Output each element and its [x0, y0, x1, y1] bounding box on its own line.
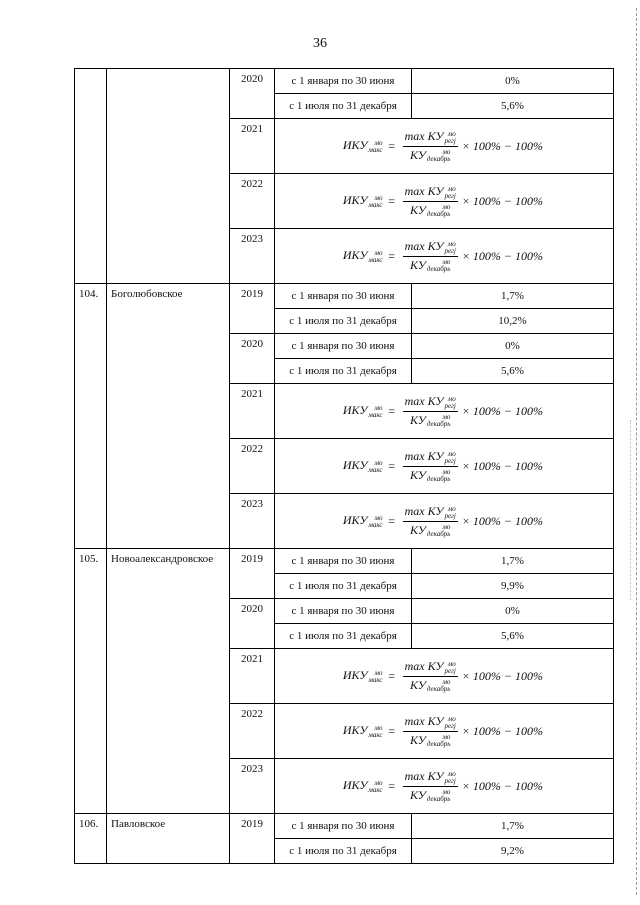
formula-cell [275, 384, 614, 439]
year-cell: 2021 [230, 384, 275, 439]
page-number: 36 [313, 36, 327, 51]
scan-edge-mark [630, 420, 631, 600]
year-cell: 2022 [230, 704, 275, 759]
row-number: 106. [75, 814, 107, 864]
formula-eq: = [384, 668, 399, 683]
formula-lhs: ИКУ мо макс [342, 668, 383, 684]
year-cell: 2019 [230, 284, 275, 334]
formula-cell [275, 649, 614, 704]
period-cell: с 1 января по 30 июня [275, 599, 412, 624]
formula-rest: × 100% − 100% [461, 193, 543, 208]
value-cell: 5,6% [412, 624, 614, 649]
tariff-table [74, 68, 614, 864]
year-cell: 2019 [230, 814, 275, 864]
formula [343, 769, 543, 803]
row-number: 105. [75, 549, 107, 814]
formula-fraction: max КУ мо регj КУ мо декабрь [404, 449, 456, 483]
formula [343, 714, 543, 748]
period-cell: с 1 января по 30 июня [275, 334, 412, 359]
formula [343, 394, 543, 428]
period-cell: с 1 июля по 31 декабря [275, 359, 412, 384]
scan-edge-line [636, 8, 637, 895]
formula-lhs: ИКУ мо макс [342, 138, 383, 154]
formula-fraction: max КУ мо регj КУ мо декабрь [404, 239, 456, 273]
formula-eq: = [384, 513, 399, 528]
formula-rest: × 100% − 100% [461, 138, 543, 153]
value-cell: 9,2% [412, 839, 614, 864]
formula-lhs: ИКУ мо макс [342, 193, 383, 209]
row-number: 104. [75, 284, 107, 549]
formula-fraction: max КУ мо регj КУ мо декабрь [404, 129, 456, 163]
year-cell: 2021 [230, 649, 275, 704]
formula [343, 504, 543, 538]
formula [343, 239, 543, 273]
formula-lhs: ИКУ мо макс [342, 778, 383, 794]
formula-cell [275, 704, 614, 759]
formula-rest: × 100% − 100% [461, 723, 543, 738]
value-cell: 1,7% [412, 549, 614, 574]
value-cell: 5,6% [412, 359, 614, 384]
year-cell: 2022 [230, 174, 275, 229]
year-cell: 2023 [230, 229, 275, 284]
formula-lhs: ИКУ мо макс [342, 403, 383, 419]
value-cell: 0% [412, 334, 614, 359]
formula-rest: × 100% − 100% [461, 248, 543, 263]
year-cell: 2020 [230, 599, 275, 649]
table-row [75, 69, 614, 94]
period-cell: с 1 июля по 31 декабря [275, 839, 412, 864]
formula [343, 659, 543, 693]
settlement-name [107, 69, 230, 284]
period-cell: с 1 января по 30 июня [275, 69, 412, 94]
year-cell: 2023 [230, 494, 275, 549]
settlement-name: Боголюбовское [107, 284, 230, 549]
formula-lhs: ИКУ мо макс [342, 513, 383, 529]
period-cell: с 1 января по 30 июня [275, 814, 412, 839]
formula-fraction: max КУ мо регj КУ мо декабрь [404, 504, 456, 538]
value-cell: 1,7% [412, 814, 614, 839]
formula [343, 449, 543, 483]
table-row [75, 814, 614, 839]
year-cell: 2020 [230, 334, 275, 384]
period-cell: с 1 июля по 31 декабря [275, 94, 412, 119]
period-cell: с 1 января по 30 июня [275, 549, 412, 574]
formula-lhs: ИКУ мо макс [342, 248, 383, 264]
formula-fraction: max КУ мо регj КУ мо декабрь [404, 769, 456, 803]
formula-fraction: max КУ мо регj КУ мо декабрь [404, 184, 456, 218]
table-row [75, 549, 614, 574]
formula-fraction: max КУ мо регj КУ мо декабрь [404, 394, 456, 428]
year-cell: 2023 [230, 759, 275, 814]
formula-rest: × 100% − 100% [461, 458, 543, 473]
table-row [75, 284, 614, 309]
formula-lhs: ИКУ мо макс [342, 458, 383, 474]
year-cell: 2020 [230, 69, 275, 119]
value-cell: 0% [412, 599, 614, 624]
formula-cell [275, 439, 614, 494]
formula-eq: = [384, 723, 399, 738]
formula-eq: = [384, 248, 399, 263]
formula-cell [275, 119, 614, 174]
formula-fraction: max КУ мо регj КУ мо декабрь [404, 659, 456, 693]
formula-cell [275, 174, 614, 229]
formula-eq: = [384, 138, 399, 153]
formula-rest: × 100% − 100% [461, 668, 543, 683]
formula-eq: = [384, 458, 399, 473]
formula-cell [275, 229, 614, 284]
formula-eq: = [384, 778, 399, 793]
value-cell: 5,6% [412, 94, 614, 119]
period-cell: с 1 января по 30 июня [275, 284, 412, 309]
value-cell: 10,2% [412, 309, 614, 334]
settlement-name: Новоалександровское [107, 549, 230, 814]
formula-rest: × 100% − 100% [461, 403, 543, 418]
formula-eq: = [384, 193, 399, 208]
value-cell: 0% [412, 69, 614, 94]
formula-eq: = [384, 403, 399, 418]
value-cell: 9,9% [412, 574, 614, 599]
year-cell: 2021 [230, 119, 275, 174]
formula-rest: × 100% − 100% [461, 513, 543, 528]
formula [343, 129, 543, 163]
formula-cell [275, 759, 614, 814]
period-cell: с 1 июля по 31 декабря [275, 624, 412, 649]
formula-rest: × 100% − 100% [461, 778, 543, 793]
period-cell: с 1 июля по 31 декабря [275, 309, 412, 334]
year-cell: 2019 [230, 549, 275, 599]
value-cell: 1,7% [412, 284, 614, 309]
formula-lhs: ИКУ мо макс [342, 723, 383, 739]
row-number [75, 69, 107, 284]
formula-fraction: max КУ мо регj КУ мо декабрь [404, 714, 456, 748]
formula [343, 184, 543, 218]
settlement-name: Павловское [107, 814, 230, 864]
period-cell: с 1 июля по 31 декабря [275, 574, 412, 599]
formula-cell [275, 494, 614, 549]
year-cell: 2022 [230, 439, 275, 494]
